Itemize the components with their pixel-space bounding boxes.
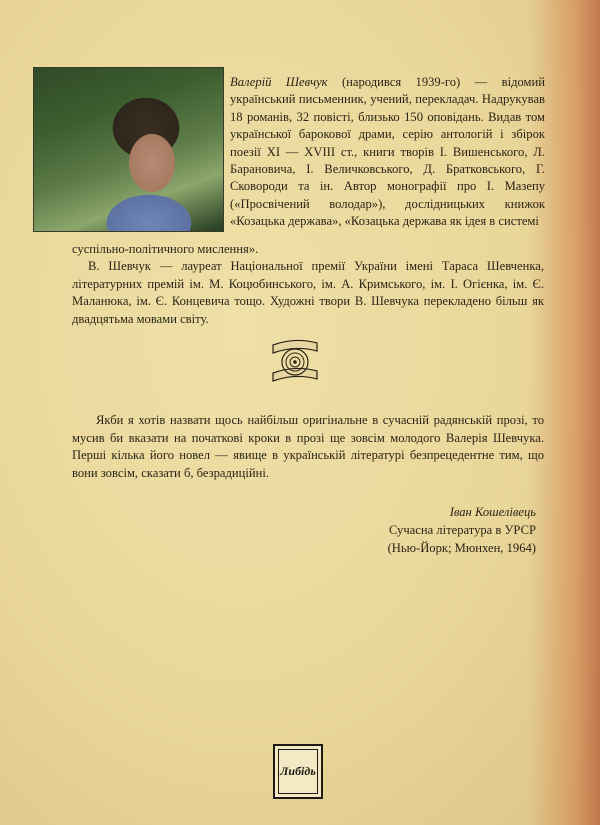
bio-paragraph [230, 74, 545, 231]
bio-text-end: суспільно-політичного мислення». [72, 242, 259, 256]
awards-text: В. Шевчук — лауреат Національної премії України імені Тараса Шевченка, літературних премій ім. М. Коцюбинського, ім. А. Кримського, ім. І. Огієнка, ім. Є. Маланюка, ім. Є. Концевича тощо. Художні твори В. Шевчука перекладено більш як двадцятьма мовами світу. [72, 259, 544, 326]
bio-continuation [72, 242, 544, 328]
scroll-ornament-icon [265, 335, 325, 390]
publisher-logo [273, 744, 323, 799]
quote-text: Якби я хотів назвати щось найбільш оригінальне в сучасній радянській прозі, то мусив би вказати на початкові кроки в прозі ще зовсім молодого Валерія Шевчука. Перші кілька його новел — явище в українській літературі безпрецедентне тим, що вони зовсім, сказати б, безрадиційні. [72, 413, 544, 480]
publisher-name: Либідь [280, 764, 316, 778]
author-photo [33, 67, 224, 232]
bio-text: (народився 1939-го) — відомий український письменник, учений, перекладач. Надрукував 18 романів, 32 повісті, близько 150 оповідань. Видав том української барокової драми, серію антологій і збірок поезії XI — XVIII ст., книги творів І. Вишенського, Л. Барановича, І. Величковського, Д. Братковського, Г. Сковороди та ін. Автор монографії про І. Мазепу («Просвічений володар»), дослідницьких книжок «Козацька держава», «Козацька держава як ідея в системі [230, 75, 545, 229]
author-name: Валерій Шевчук [230, 75, 328, 89]
quote-source: Сучасна література в УРСР [388, 523, 536, 537]
quote-place: (Нью-Йорк; Мюнхен, 1964) [387, 541, 536, 555]
quote-signature [388, 503, 536, 557]
quote-author: Іван Кошелівець [449, 505, 536, 519]
